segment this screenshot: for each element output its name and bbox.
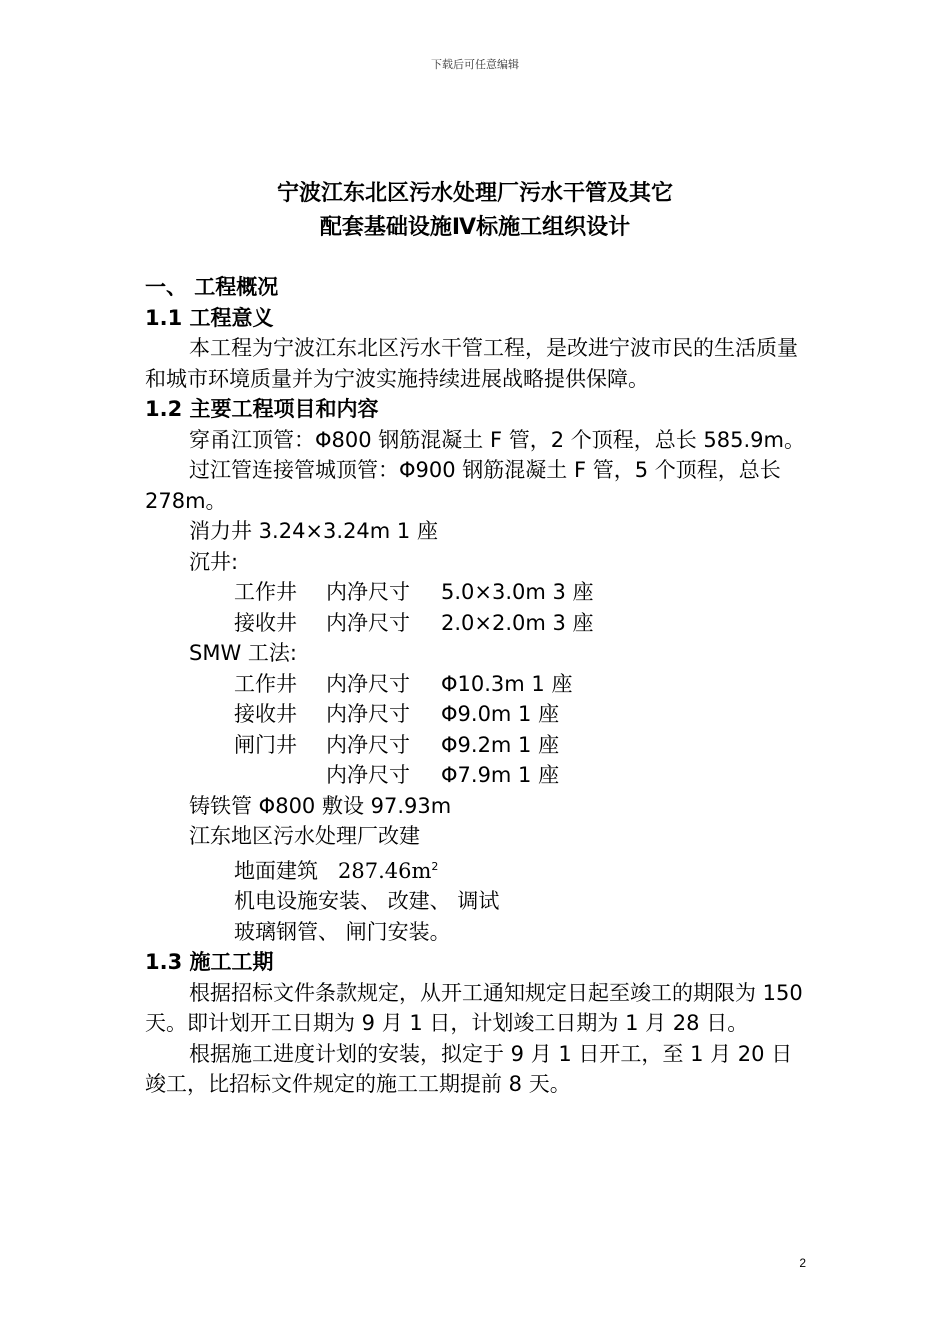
sub-item-mechanical: 机电设施安装、 改建、 调试 [234,889,500,913]
page-header-note: 下载后可任意编辑 [431,58,519,71]
list-item: 闸门井 内净尺寸 Φ9.2m 1 座 [234,732,560,757]
list-item: 接收井 内净尺寸 2.0×2.0m 3 座 [234,610,594,635]
list-item: 接收井 内净尺寸 Φ9.0m 1 座 [234,702,560,726]
item-plant-rebuild: 江东地区污水处理厂改建 [189,824,420,848]
paragraph-schedule-1: 根据招标文件条款规定，从开工通知规定日起至竣工的期限为 150 天。即计划开工日期为 9 月 1 日，计划竣工日期为 1 月 28 日。 [145,980,803,1035]
item-smw: SMW 工法: [189,641,297,665]
item-jacking-connection: 过江管连接管城顶管：Φ900 钢筋混凝土 F 管，5 个顶程，总长 278m。 [145,458,781,513]
subsection-heading-1-3: 1.3 施工工期 [145,950,274,974]
list-item: 工作井 内净尺寸 5.0×3.0m 3 座 [234,580,594,604]
item-jacking-river: 穿甬江顶管：Φ800 钢筋混凝土 F 管，2 个顶程，总长 585.9m。 [189,427,806,452]
item-caisson: 沉井: [189,549,239,574]
item-cast-iron-pipe: 铸铁管 Φ800 敷设 97.93m [189,793,452,818]
page-number: 2 [799,1256,806,1270]
paragraph-significance: 本工程为宁波江东北区污水干管工程，是改进宁波市民的生活质量和城市环境质量并为宁波实施持续进展战略提供保障。 [145,336,798,391]
sub-item-ground-building: 地面建筑 $287.46m^2$ [234,858,439,883]
list-item: 工作井 内净尺寸 Φ10.3m 1 座 [234,671,573,696]
document-body [145,272,810,1100]
section-heading: 一、 工程概况 [145,275,279,299]
sub-item-frp-pipe: 玻璃钢管、 闸门安装。 [234,919,451,944]
list-item: 内净尺寸 Φ7.9m 1 座 [326,763,560,787]
item-energy-well: 消力井 3.24×3.24m 1 座 [189,519,438,543]
subsection-heading-1-1: 1.1 工程意义 [145,305,274,330]
paragraph-schedule-2: 根据施工进度计划的安装，拟定于 9 月 1 日开工，至 1 月 20 日竣工，比招标文件规定的施工工期提前 8 天。 [145,1041,793,1096]
document-title-line2: 配套基础设施Ⅳ标施工组织设计 [319,215,631,240]
subsection-heading-1-2: 1.2 主要工程项目和内容 [145,397,379,421]
document-title-line1: 宁波江东北区污水处理厂污水干管及其它 [276,181,673,206]
